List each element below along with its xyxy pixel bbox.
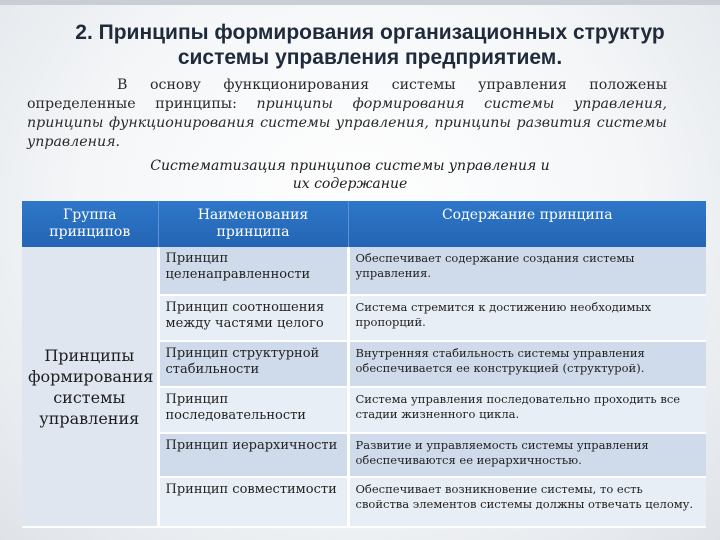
- table-row: [22, 247, 706, 295]
- principle-content: Система стремится к достижению необходимых пропорций.: [348, 295, 706, 341]
- principle-name: Принцип структурной стабильности: [158, 341, 348, 387]
- principles-table: [22, 201, 706, 528]
- top-border: [0, 0, 720, 5]
- group-cell: Принципы формирования системы управления: [22, 247, 158, 527]
- principle-content: Обеспечивает содержание создания системы управления.: [348, 247, 706, 295]
- principle-name: Принцип совместимости: [158, 477, 348, 527]
- principle-name: Принцип последовательности: [158, 387, 348, 433]
- principle-content: Развитие и управляемость системы управления обеспечиваются ее иерархичностью.: [348, 433, 706, 477]
- principle-content: Система управления последовательно проходить все стадии жизненного цикла.: [348, 387, 706, 433]
- principle-content: Обеспечивает возникновение системы, то есть свойства элементов системы должны отвечать целому.: [348, 477, 706, 527]
- principle-content: Внутренняя стабильность системы управления обеспечивается ее конструкцией (структурой).: [348, 341, 706, 387]
- principle-name: Принцип иерархичности: [158, 433, 348, 477]
- table-header-row: [22, 201, 706, 247]
- header-group: Группа принципов: [22, 201, 158, 247]
- slide-title: 2. Принципы формирования организационных структур системы управления предприятием.: [75, 21, 665, 69]
- intro-lead: В основу функционирования системы управления положены определенные принципы:: [27, 77, 667, 112]
- intro-paragraph: [27, 76, 667, 152]
- principle-name: Принцип целенаправленности: [158, 247, 348, 295]
- principle-name: Принцип соотношения между частями целого: [158, 295, 348, 341]
- intro-italic: принципы формирования системы управления, принципы функционирования системы управления, принципы развития системы управления.: [27, 96, 668, 150]
- table-caption: Систематизация принципов системы управления и их содержание: [150, 158, 550, 192]
- header-content: Содержание принципа: [348, 201, 706, 247]
- header-name: Наименования принципа: [158, 201, 348, 247]
